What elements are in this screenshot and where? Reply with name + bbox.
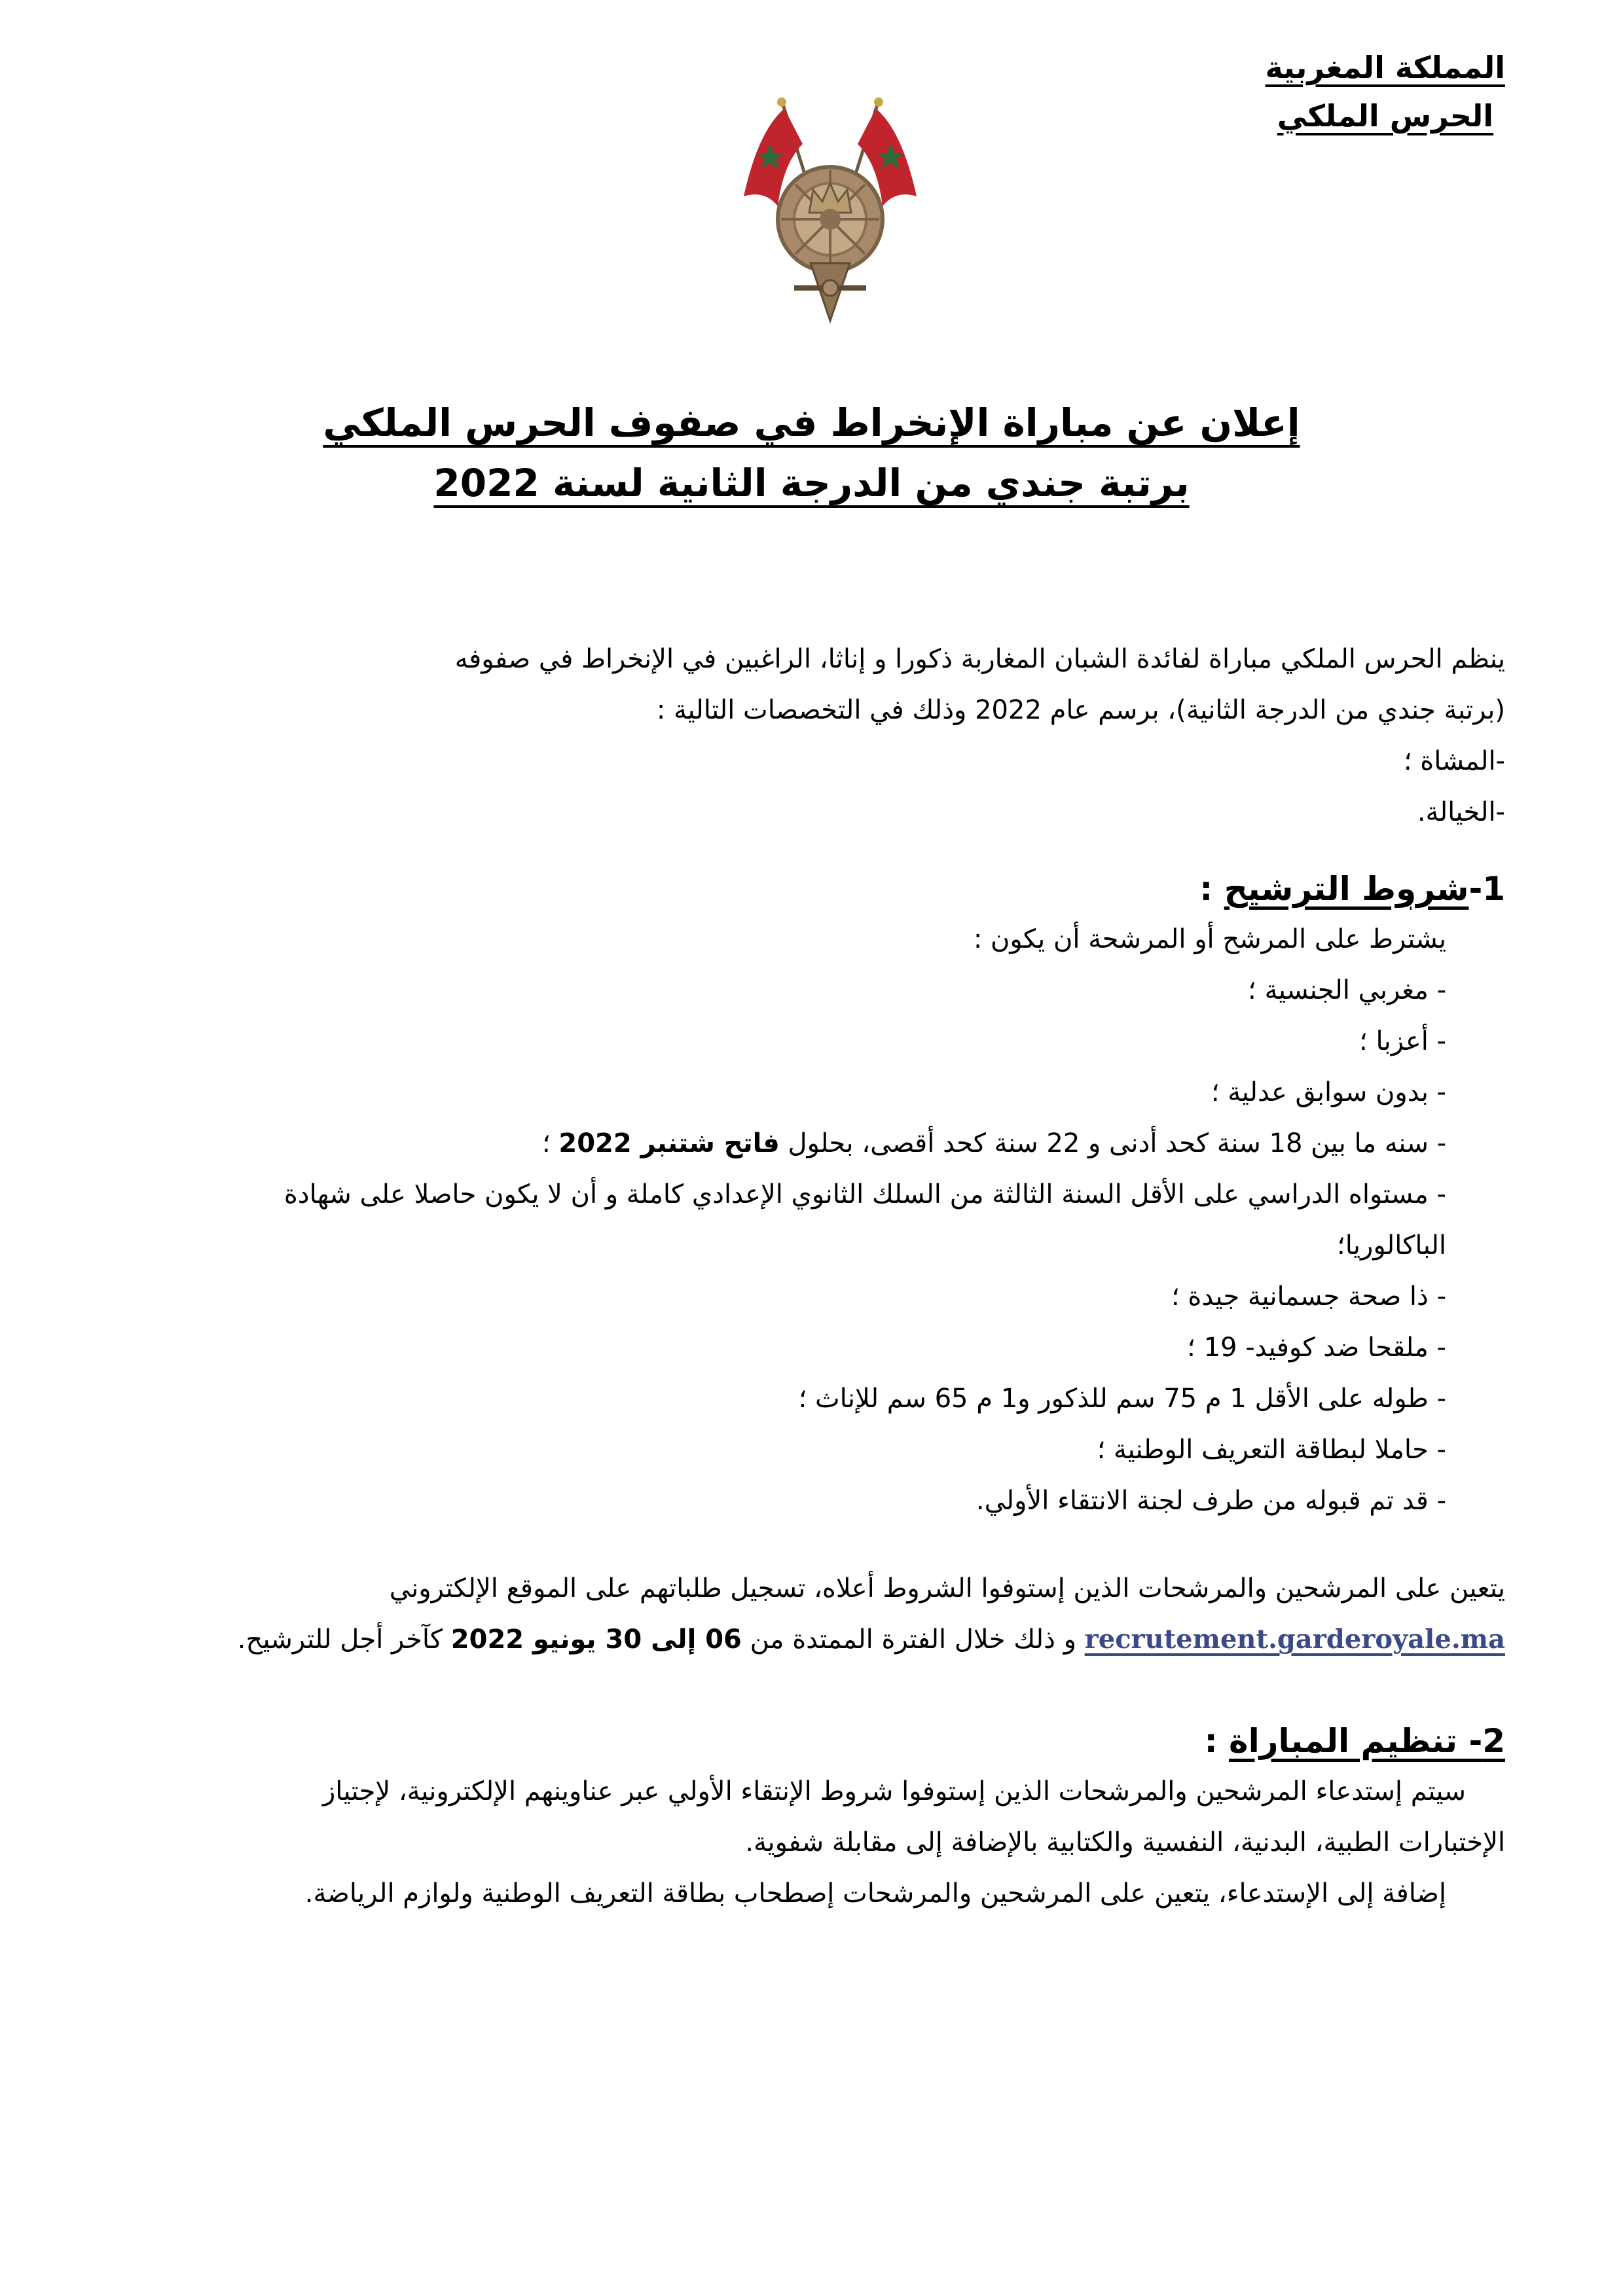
section-2-title: تنظيم المباراة [1229, 1722, 1469, 1760]
condition-id-card: - حاملا لبطاقة التعريف الوطنية ؛ [1097, 1435, 1446, 1465]
exam-documents: إضافة إلى الإستدعاء، يتعين على المرشحين والمرشحات إصطحاب بطاقة التعريف الوطنية ولوازم الرياضة. [304, 1878, 1446, 1909]
intro-line-2: (برتبة جندي من الدرجة الثانية)، برسم عام 2022 وذلك في التخصصات التالية : [656, 695, 1505, 725]
conditions-lead: يشترط على المرشح أو المرشحة أن يكون : [973, 924, 1446, 954]
registration-period-text: و ذلك خلال الفترة الممتدة من [741, 1624, 1085, 1655]
section-2-number: 2- [1468, 1722, 1505, 1760]
specialty-cavalry: -الخيالة. [1417, 797, 1505, 827]
announcement-title [0, 393, 1623, 513]
intro-paragraph [104, 634, 1505, 838]
section-1-title: شروط الترشيح [1224, 870, 1469, 908]
condition-no-record: - بدون سوابق عدلية ؛ [1211, 1077, 1446, 1107]
header-royal-guard: الحرس الملكي [1277, 98, 1493, 134]
condition-preselection: - قد تم قبوله من طرف لجنة الانتقاء الأولي. [976, 1486, 1446, 1516]
condition-age [104, 1118, 1446, 1169]
registration-deadline-text: كآخر أجل للترشيح. [237, 1624, 451, 1655]
exam-line-1: سيتم إستدعاء المرشحين والمرشحات الذين إستوفوا شروط الإنتقاء الأولي عبر عناوينهم الإلكترونية، لإجتياز [322, 1776, 1466, 1806]
exam-line-2: الإختبارات الطبية، البدنية، النفسية والكتابية بالإضافة إلى مقابلة شفوية. [745, 1827, 1505, 1857]
condition-age-text: - سنه ما بين 18 سنة كحد أدنى و 22 سنة كحد أقصى، بحلول [779, 1128, 1446, 1158]
section-2-heading [1205, 1715, 1505, 1767]
registration-paragraph [104, 1563, 1505, 1665]
exam-organization-paragraph [104, 1766, 1505, 1919]
registration-period-dates: 06 إلى 30 يونيو 2022 [450, 1624, 742, 1655]
section-1-colon: : [1199, 870, 1224, 908]
title-line-1: إعلان عن مباراة الإنخراط في صفوف الحرس الملكي [323, 401, 1300, 445]
section-1-heading [1199, 863, 1505, 915]
royal-guard-emblem-icon [732, 92, 928, 340]
condition-vaccinated: - ملقحا ضد كوفيد- 19 ؛ [1187, 1333, 1446, 1363]
condition-education-line-2: الباكالوريا؛ [1337, 1230, 1446, 1261]
header-kingdom: المملكة المغربية [1265, 50, 1505, 85]
condition-age-date: فاتح شتنبر 2022 [558, 1128, 780, 1158]
title-line-2: برتبة جندي من الدرجة الثانية لسنة 2022 [433, 461, 1190, 505]
condition-height: - طوله على الأقل 1 م 75 سم للذكور و1 م 65 سم للإناث ؛ [798, 1384, 1446, 1414]
condition-single: - أعزبا ؛ [1359, 1026, 1446, 1056]
condition-education-line-1: - مستواه الدراسي على الأقل السنة الثالثة من السلك الثانوي الإعدادي كاملة و أن لا يكون حاصلا على شهادة [283, 1179, 1446, 1210]
section-2-label [1229, 1722, 1505, 1760]
section-1-number: 1- [1468, 870, 1505, 908]
registration-line-2 [104, 1614, 1505, 1665]
section-2-colon: : [1204, 1722, 1230, 1760]
specialty-infantry: -المشاة ؛ [1403, 746, 1505, 776]
condition-age-end: ؛ [541, 1128, 559, 1158]
registration-website-link[interactable]: recrutement.garderoyale.ma [1084, 1624, 1505, 1655]
registration-line-1: يتعين على المرشحين والمرشحات الذين إستوفوا الشروط أعلاه، تسجيل طلباتهم على الموقع الإلكتروني [389, 1573, 1505, 1604]
condition-nationality: - مغربي الجنسية ؛ [1248, 975, 1446, 1005]
header-institution [1265, 43, 1505, 140]
conditions-list [104, 914, 1446, 1526]
condition-health: - ذا صحة جسمانية جيدة ؛ [1171, 1282, 1446, 1312]
intro-line-1: ينظم الحرس الملكي مباراة لفائدة الشبان المغاربة ذكورا و إناثا، الراغبين في الإنخراط في صفوفه [454, 644, 1505, 674]
